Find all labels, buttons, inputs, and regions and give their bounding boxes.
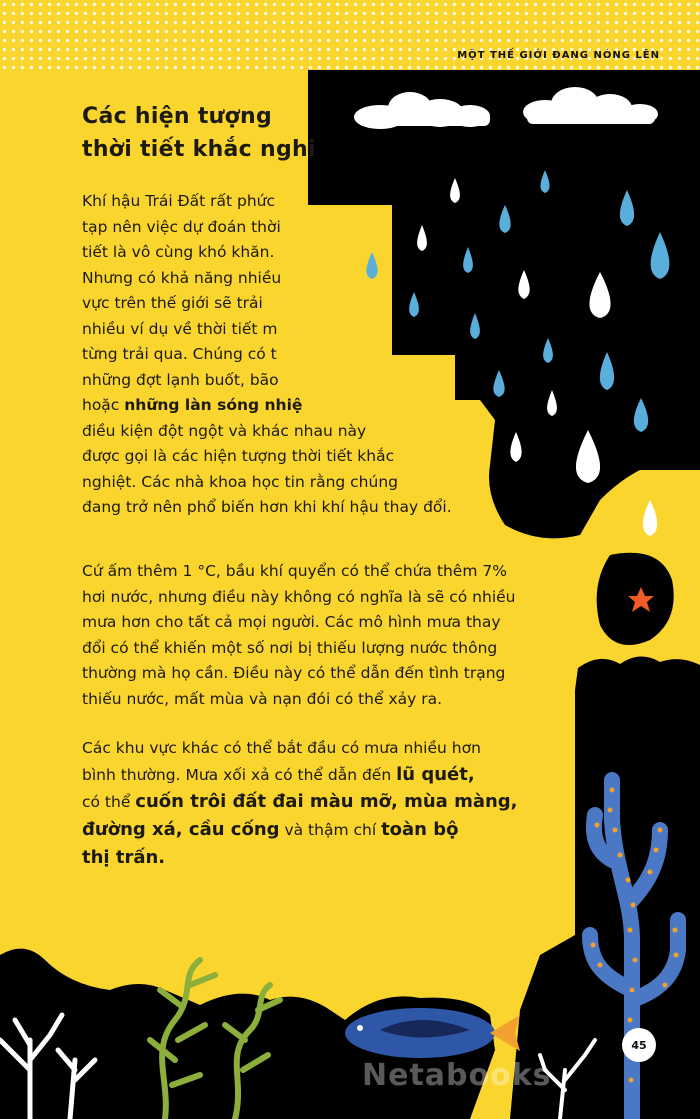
text-line: từng trải qua. Chúng có t <box>82 345 277 363</box>
text-line: những đợt lạnh buốt, bão <box>82 370 279 389</box>
raindrop <box>643 500 657 536</box>
text-line: thường mà họ cần. Điều này có thể dẫn đến tình trạng <box>82 664 506 682</box>
text-line: Khí hậu Trái Đất rất phức <box>82 192 275 210</box>
text-run: có thể <box>82 793 136 811</box>
text-line: mưa hơn cho tất cả mọi người. Các mô hình mưa thay <box>82 613 501 631</box>
text-line: nhiều ví dụ về thời tiết m <box>82 319 278 338</box>
text-line: hơi nước, nhưng điều này không có nghĩa là sẽ có nhiều <box>82 587 516 606</box>
title-line: thời tiết khắc nghi <box>82 137 316 162</box>
highlight-text: thị trấn. <box>82 847 166 868</box>
highlight-text: lũ quét, <box>396 763 475 785</box>
running-head: MỘT THẾ GIỚI ĐANG NÓNG LÊN <box>457 50 660 61</box>
text-line: Cứ ấm thêm 1 °C, bầu khí quyển có thể chứa thêm 7% <box>82 562 507 580</box>
text-line: nghiệt. Các nhà khoa học tin rằng chúng <box>82 472 398 491</box>
paragraph-1 <box>82 189 452 521</box>
ocean-shape <box>510 656 700 1119</box>
text-line: điều kiện đột ngột và khác nhau này <box>82 421 367 440</box>
text-run: bình thường. Mưa xối xả có thể dẫn đến <box>82 765 397 784</box>
title-line: Các hiện tượng <box>82 104 273 129</box>
paragraph-2 <box>82 559 516 712</box>
text-line: được gọi là các hiện tượng thời tiết khắc <box>82 447 395 465</box>
text-line-mixed <box>82 393 452 419</box>
text-line-mixed <box>82 788 518 816</box>
page-title <box>82 100 322 166</box>
highlight-text: toàn bộ <box>381 819 459 840</box>
highlight-text: những làn sóng nhiệ <box>124 396 303 414</box>
text-line: tạp nên việc dự đoán thời <box>82 217 281 236</box>
highlight-text: cuốn trôi đất đai màu mỡ, mùa màng, <box>135 791 518 812</box>
text-line-mixed <box>82 816 518 844</box>
page-number: 45 <box>622 1028 656 1062</box>
highlight-text: đường xá, cầu cống <box>82 819 280 840</box>
text-line: vực trên thế giới sẽ trải <box>82 294 263 312</box>
text-line-mixed <box>82 762 518 789</box>
text-line: thiếu nước, mất mùa và nạn đói có thể xảy ra. <box>82 689 443 708</box>
text-line: Các khu vực khác có thể bắt đầu có mưa nhiều hơn <box>82 739 481 757</box>
watermark: Netabooks <box>362 1058 552 1093</box>
text-line <box>82 844 518 872</box>
text-run: hoặc <box>82 396 125 414</box>
text-line: tiết là vô cùng khó khăn. <box>82 243 275 261</box>
text-line: đang trở nên phổ biến hơn khi khí hậu thay đổi. <box>82 498 452 516</box>
text-line: đổi có thể khiến một số nơi bị thiếu lượng nước thông <box>82 638 498 657</box>
paragraph-3 <box>82 736 518 872</box>
text-line: Nhưng có khả năng nhiều <box>82 268 282 287</box>
text-run: và thậm chí <box>279 821 382 839</box>
